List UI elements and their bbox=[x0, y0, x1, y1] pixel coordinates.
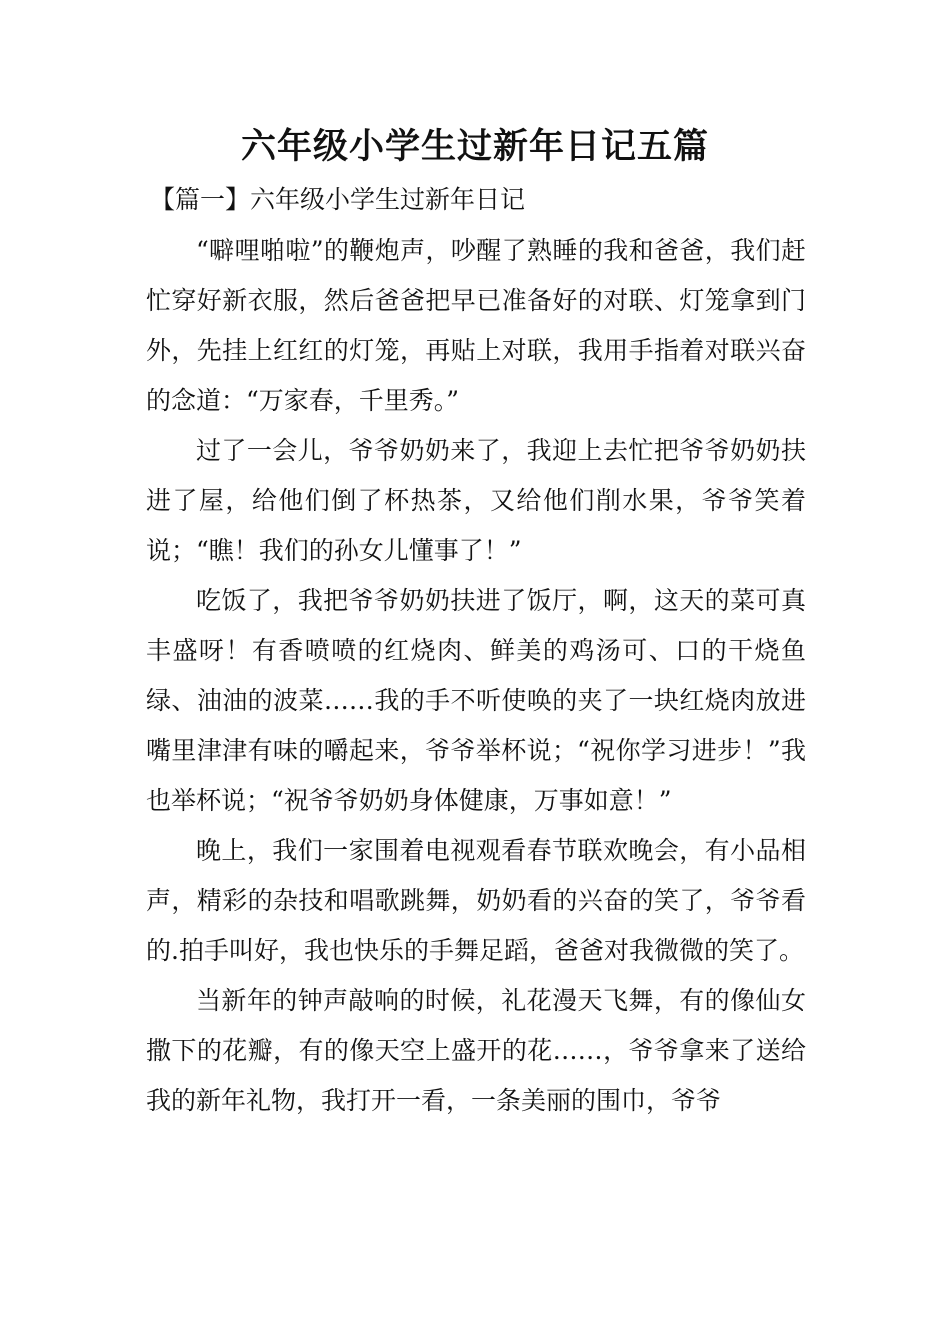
paragraph-5: 当新年的钟声敲响的时候，礼花漫天飞舞，有的像仙女撒下的花瓣，有的像天空上盛开的花……，爷爷拿来了送给我的新年礼物，我打开一看，一条美丽的围巾，爷爷 bbox=[146, 986, 806, 1115]
paragraph-4: 晚上，我们一家围着电视观看春节联欢晚会，有小品相声，精彩的杂技和唱歌跳舞，奶奶看的兴奋的笑了，爷爷看的.拍手叫好，我也快乐的手舞足蹈，爸爸对我微微的笑了。 bbox=[146, 836, 806, 965]
document-title: 六年级小学生过新年日记五篇 bbox=[240, 126, 709, 167]
paragraph-3: 吃饭了，我把爷爷奶奶扶进了饭厅，啊，这天的菜可真丰盛呀！有香喷喷的红烧肉、鲜美的鸡汤可、口的干烧鱼绿、油油的波菜……我的手不听使唤的夹了一块红烧肉放进嘴里津津有味的嚼起来，爷爷举杯说；“祝你学习进步！”我也举杯说；“祝爷爷奶奶身体健康，万事如意！” bbox=[146, 586, 806, 815]
paragraph-1: “噼哩啪啦”的鞭炮声，吵醒了熟睡的我和爸爸，我们赶忙穿好新衣服，然后爸爸把早已准备好的对联、灯笼拿到门外，先挂上红红的灯笼，再贴上对联，我用手指着对联兴奋的念道：“万家春，千里秀。” bbox=[146, 236, 806, 415]
document-body bbox=[146, 226, 806, 1126]
paragraph-2: 过了一会儿，爷爷奶奶来了，我迎上去忙把爷爷奶奶扶进了屋，给他们倒了杯热茶，又给他们削水果，爷爷笑着说；“瞧！我们的孙女儿懂事了！” bbox=[146, 436, 806, 565]
section-heading: 【篇一】六年级小学生过新年日记 bbox=[150, 185, 526, 214]
